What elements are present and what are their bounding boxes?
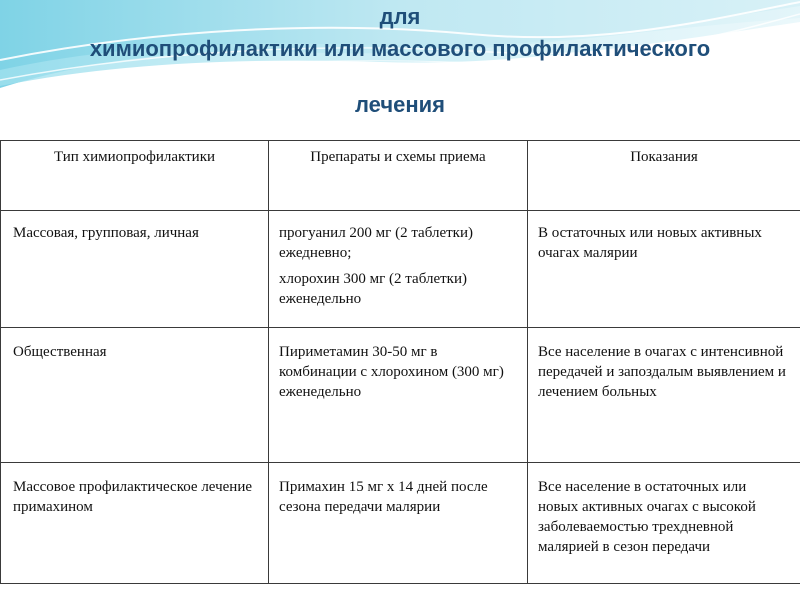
slide-header bbox=[0, 0, 800, 140]
type-cell: Массовое профилактическое лечение примахином bbox=[1, 463, 269, 584]
header-type: Тип химиопрофилактики bbox=[1, 141, 269, 211]
table-row bbox=[1, 328, 800, 463]
drug-item: прогуанил 200 мг (2 таблетки) ежедневно; bbox=[279, 225, 473, 261]
drugs-cell bbox=[269, 211, 528, 328]
drug-item: хлорохин 300 мг (2 таблетки) еженедельно bbox=[279, 271, 467, 307]
type-cell: Массовая, групповая, личная bbox=[1, 211, 269, 328]
indications-cell: Все население в остаточных или новых активных очагах с высокой заболеваемостью трехдневной малярией в сезон передачи bbox=[528, 463, 800, 584]
drugs-cell bbox=[269, 328, 528, 463]
header-indications: Показания bbox=[528, 141, 800, 211]
drugs-cell bbox=[269, 463, 528, 584]
title-line-1: для bbox=[379, 4, 421, 29]
drug-item: Пириметамин 30-50 мг в комбинации с хлорохином (300 мг) еженедельно bbox=[279, 344, 504, 400]
title-line-3: лечения bbox=[354, 92, 446, 117]
table-row bbox=[1, 211, 800, 328]
prophylaxis-table bbox=[0, 140, 800, 584]
drug-item: Примахин 15 мг х 14 дней после сезона передачи малярии bbox=[279, 479, 488, 515]
type-cell: Общественная bbox=[1, 328, 269, 463]
table-header-row bbox=[1, 141, 800, 211]
indications-cell: В остаточных или новых активных очагах малярии bbox=[528, 211, 800, 328]
table-row bbox=[1, 463, 800, 584]
title-line-2: химиопрофилактики или массового профилактического bbox=[89, 36, 711, 61]
header-drugs: Препараты и схемы приема bbox=[269, 141, 528, 211]
indications-cell: Все население в очагах с интенсивной передачей и запоздалым выявлением и лечением больных bbox=[528, 328, 800, 463]
